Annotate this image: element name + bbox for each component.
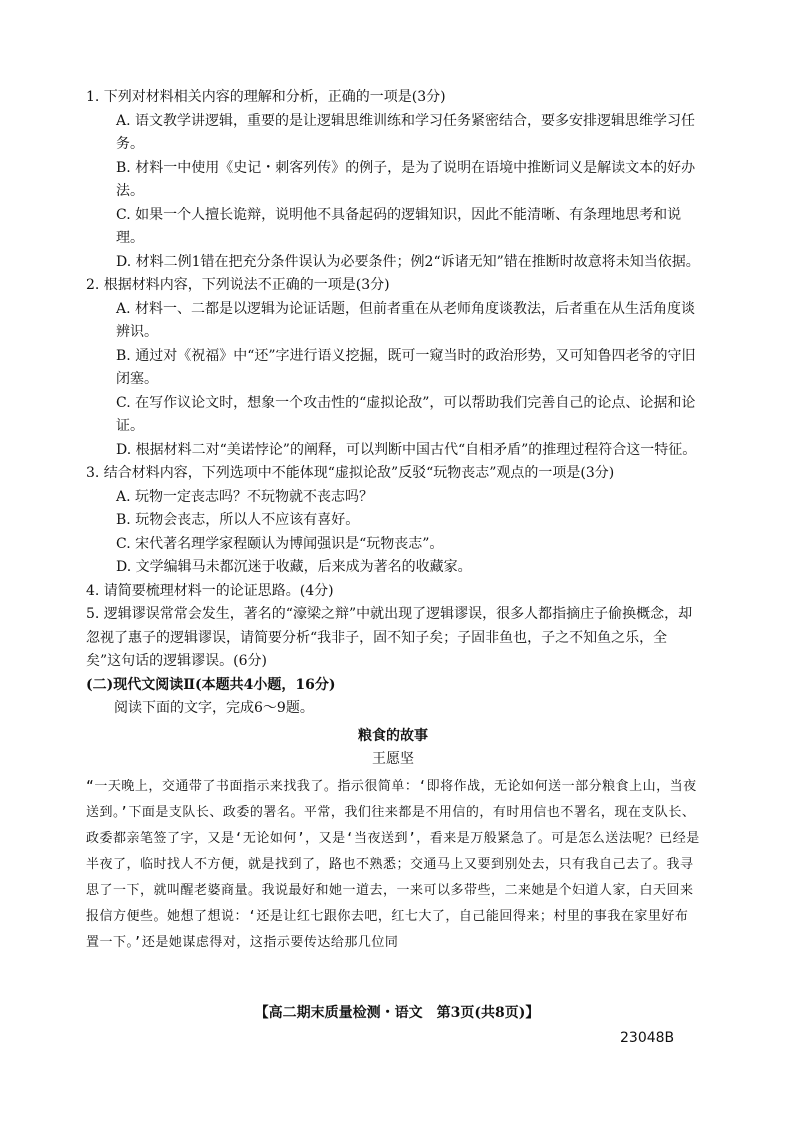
section-instruction: 阅读下面的文字，完成6～9题。 (114, 700, 314, 716)
article-title: 粮食的故事 (358, 727, 428, 744)
question-stem: 1. 下列对材料相关内容的理解和分析，正确的一项是(3分) (86, 89, 446, 105)
question-stem: 5. 逻辑谬误常常会发生，著名的“濠梁之辩”中就出现了逻辑谬误，很多人都指摘庄子偷换概念，却忽视了惠子的逻辑谬误，请简要分析“我非子，固不知子矣；子固非鱼也，子之不知鱼之乐，全矣”这句话的逻辑谬误。(6分) (86, 606, 693, 669)
question-stem: 3. 结合材料内容，下列选项中不能体现“虚拟论敌”反驳“玩物丧志”观点的一项是(3分) (86, 465, 615, 481)
option-c: C. 如果一个人擅长诡辩，说明他不具备起码的逻辑知识，因此不能清晰、有条理地思考和说理。 (116, 206, 682, 246)
option-a: A. 材料一、二都是以逻辑为论证话题，但前者重在从老师角度谈教法，后者重在从生活角度谈辨识。 (116, 300, 696, 340)
question-4 (86, 580, 700, 604)
option-d: D. 根据材料二对“美诺悖论”的阐释，可以判断中国古代“自相矛盾”的推理过程符合这一特征。 (116, 441, 697, 458)
article-author: 王愿坚 (372, 751, 414, 767)
option-a: A. 玩物一定丧志吗？不玩物就不丧志吗？ (116, 488, 374, 505)
question-3 (86, 462, 700, 580)
question-5 (86, 603, 700, 674)
option-c: C. 在写作议论文时，想象一个攻击性的“虚拟论敌”，可以帮助我们完善自己的论点、论据和论证。 (116, 394, 696, 434)
option-b: B. 通过对《祝福》中“还”字进行语义挖掘，既可一窥当时的政治形势，又可知鲁四老爷的守旧闭塞。 (116, 347, 696, 387)
question-stem: 4. 请简要梳理材料一的论证思路。(4分) (86, 582, 334, 599)
option-b: B. 材料一中使用《史记・刺客列传》的例子，是为了说明在语境中推断词义是解读文本的好办法。 (116, 159, 696, 199)
article-body (86, 774, 700, 956)
option-c: C. 宋代著名理学家程颐认为博闻强识是“玩物丧志”。 (116, 535, 444, 552)
section-heading: (二)现代文阅读Ⅱ(本题共4小题，16分) (86, 676, 336, 693)
option-a: A. 语文教学讲逻辑，重要的是让逻辑思维训练和学习任务紧密结合，要多安排逻辑思维学习任务。 (116, 112, 696, 152)
exam-code: 23048B (620, 1030, 675, 1046)
option-d: D. 文学编辑马未都沉迷于收藏，后来成为著名的收藏家。 (116, 559, 472, 575)
question-1 (86, 86, 700, 274)
question-stem: 2. 根据材料内容，下列说法不正确的一项是(3分) (86, 277, 390, 293)
page-content (86, 86, 700, 956)
page-footer: 【高二期末质量检测・语文 第3页(共8页)】 (254, 1005, 540, 1021)
article-paragraph: “一天晚上，交通带了书面指示来找我了。指示很简单：‘即将作战，无论如何送一部分粮食上山，当夜送到。’下面是支队长、政委的署名。平常，我们往来都是不用信的，有时用信也不署名，现在支队长、政委都亲笔签了字，又是‘无论如何’，又是‘当夜送到’，看来是万般紧急了。可是怎么送法呢？已经是半夜了，临时找人不方便，就是找到了，路也不熟悉；交通马上又要到别处去，只有我自己去了。我寻思了一下，就叫醒老婆商量。我说最好和她一道去，一来可以多带些，二来她是个妇道人家，白天回来报信方便些。她想了想说：‘还是让红七跟你去吧，红七大了，自己能回得来；村里的事我在家里好布置一下。’还是她谋虑得对，这指示要传达给那几位同 (86, 778, 700, 950)
option-d: D. 材料二例1错在把充分条件误认为必要条件；例2“诉诸无知”错在推断时故意将未知当依据。 (116, 253, 700, 270)
option-b: B. 玩物会丧志，所以人不应该有喜好。 (116, 512, 360, 528)
question-2 (86, 274, 700, 462)
